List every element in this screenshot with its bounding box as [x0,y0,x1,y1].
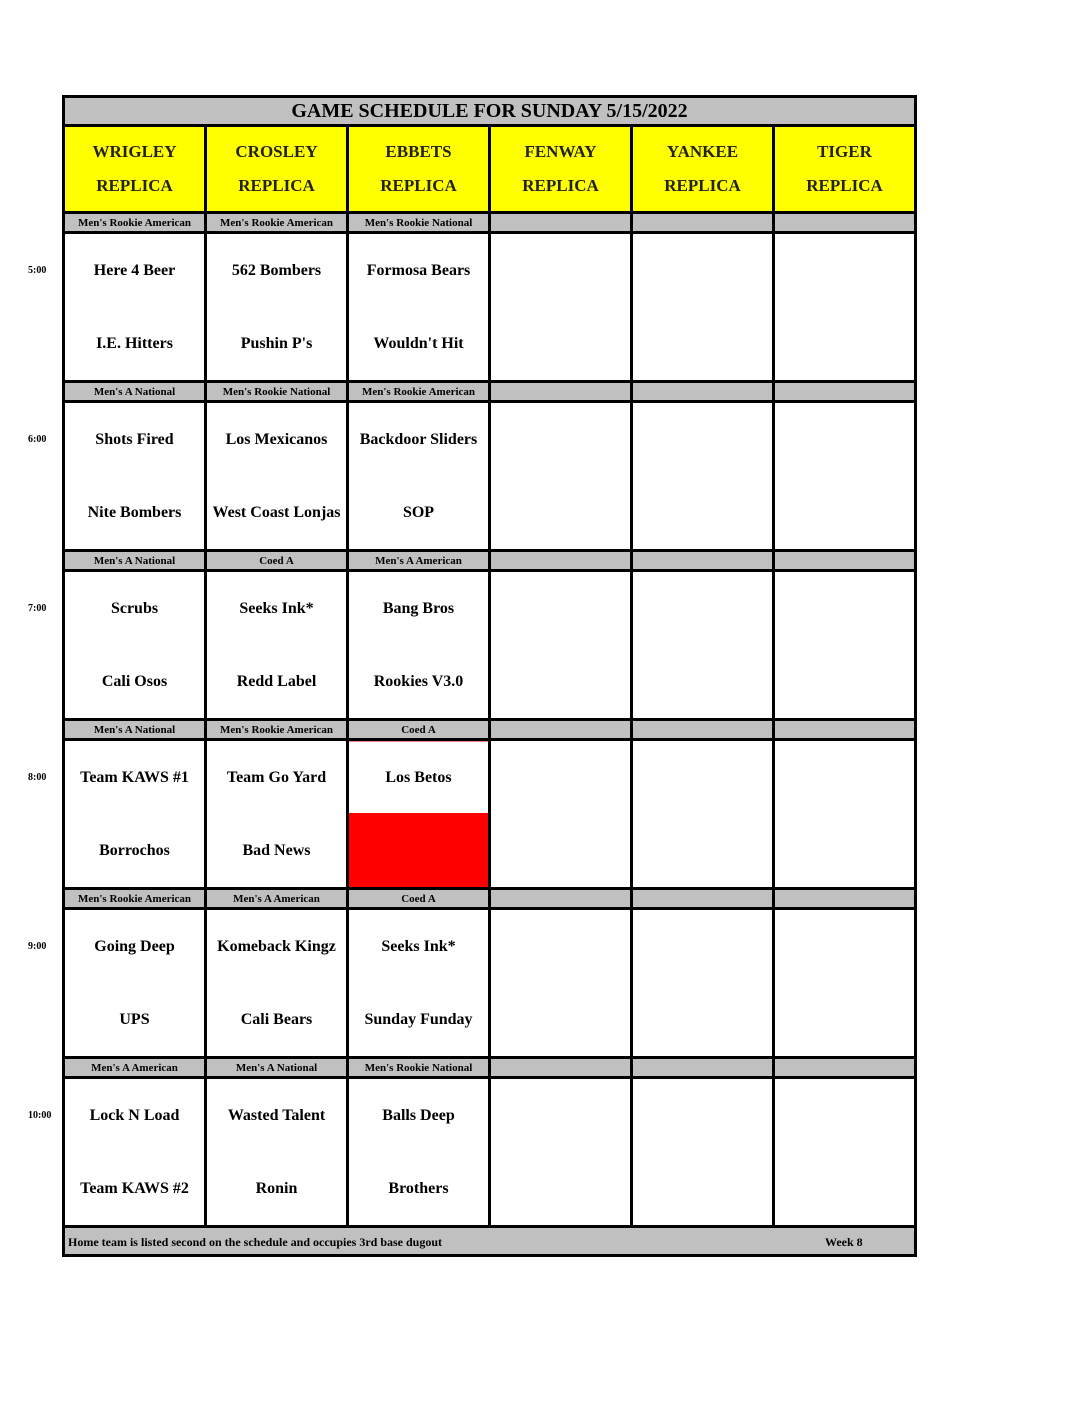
division-label: Men's A National [64,382,206,402]
game-cell [64,740,206,889]
division-label: Men's A National [64,551,206,571]
home-team [775,307,914,380]
field-header [64,126,206,213]
away-team: Team Go Yard [226,768,327,786]
game-row [64,402,916,551]
home-team: Wouldn't Hit [373,334,464,352]
away-team [775,1079,914,1152]
division-label: Men's Rookie National [206,382,348,402]
home-team: Nite Bombers [87,503,182,521]
field-header [774,126,916,213]
game-cell [64,1078,206,1227]
field-subtitle: REPLICA [380,176,457,195]
away-team [491,234,630,307]
game-row [64,233,916,382]
away-team: Team KAWS #1 [80,768,189,786]
game-row [64,740,916,889]
division-label [632,1058,774,1078]
field-name: YANKEE [666,142,739,161]
game-cell [490,571,632,720]
home-team: UPS [119,1010,150,1028]
division-label: Coed A [348,889,490,909]
division-label: Men's Rookie National [348,213,490,233]
time-label: 9:00 [28,940,47,952]
away-team [633,1079,772,1152]
game-cell [348,571,490,720]
division-label [632,720,774,740]
schedule-title: GAME SCHEDULE FOR SUNDAY 5/15/2022 [64,97,916,126]
division-label [774,1058,916,1078]
division-label: Men's Rookie American [348,382,490,402]
away-team [775,910,914,983]
game-cell [490,233,632,382]
division-label [774,551,916,571]
away-team: Seeks Ink* [381,937,456,955]
away-team [491,403,630,476]
field-subtitle: REPLICA [806,176,883,195]
division-label [774,720,916,740]
game-cell [490,909,632,1058]
week-label: Week 8 [825,1235,863,1249]
home-team: Sunday Funday [364,1010,473,1028]
schedule-table [62,95,917,1257]
division-label [490,1058,632,1078]
game-cell [206,233,348,382]
away-team [491,572,630,645]
division-label: Men's A National [64,720,206,740]
field-name: TIGER [817,142,872,161]
home-team [775,645,914,718]
division-label [774,213,916,233]
division-label [490,213,632,233]
game-cell [206,909,348,1058]
division-label [774,382,916,402]
game-cell [206,1078,348,1227]
home-team: Redd Label [236,672,317,690]
home-team [633,814,772,887]
game-cell [632,233,774,382]
home-team [633,645,772,718]
division-label [490,720,632,740]
division-row [64,1058,916,1078]
home-team: SOP [402,503,435,521]
away-team: Backdoor Sliders [359,430,478,448]
home-team [775,476,914,549]
away-team [633,572,772,645]
away-team: Wasted Talent [227,1106,326,1124]
away-team: Balls Deep [382,1106,455,1124]
away-team: Lock N Load [89,1106,180,1124]
away-team [633,741,772,814]
game-cell [632,740,774,889]
field-name: WRIGLEY [92,142,177,161]
away-team [633,234,772,307]
time-label: 10:00 [28,1109,52,1121]
division-label [490,889,632,909]
field-header [206,126,348,213]
away-team [775,403,914,476]
home-team: Rookies V3.0 [373,672,464,690]
home-team [775,983,914,1056]
home-team: Pushin P's [240,334,313,352]
division-label: Coed A [348,720,490,740]
division-label [774,889,916,909]
field-name: FENWAY [524,142,597,161]
away-team: Scrubs [110,599,159,617]
division-label: Men's Rookie American [206,213,348,233]
division-label [632,213,774,233]
game-cell [490,402,632,551]
field-header [632,126,774,213]
division-label [490,382,632,402]
time-label: 5:00 [28,264,47,276]
game-cell [64,571,206,720]
division-row [64,720,916,740]
field-name: EBBETS [385,142,452,161]
game-cell [774,1078,916,1227]
game-cell [348,233,490,382]
game-cell [348,740,490,889]
game-cell [64,402,206,551]
away-team [775,572,914,645]
home-team [491,814,630,887]
time-label: 7:00 [28,602,47,614]
field-subtitle: REPLICA [664,176,741,195]
game-cell [490,1078,632,1227]
away-team [775,234,914,307]
home-team [775,1152,914,1225]
home-team: Team KAWS #2 [80,1179,189,1197]
home-team [491,1152,630,1225]
game-cell [774,233,916,382]
game-cell [490,740,632,889]
division-label [632,551,774,571]
game-cell [64,233,206,382]
division-label: Men's Rookie American [64,213,206,233]
division-label [490,551,632,571]
home-team: Bad News [242,841,311,859]
away-team: Formosa Bears [366,261,471,279]
time-label: 8:00 [28,771,47,783]
away-team: Bang Bros [382,599,455,617]
game-cell [774,740,916,889]
away-team [775,741,914,814]
home-team: Cali Bears [240,1010,313,1028]
division-label: Men's Rookie National [348,1058,490,1078]
away-team [491,741,630,814]
game-cell [348,1078,490,1227]
home-team [775,814,914,887]
division-label [632,382,774,402]
game-cell [348,909,490,1058]
home-team: Brothers [388,1179,449,1197]
field-header [490,126,632,213]
away-team: Los Mexicanos [225,430,328,448]
game-row [64,909,916,1058]
game-cell [64,909,206,1058]
time-label: 6:00 [28,433,47,445]
game-cell [632,1078,774,1227]
footer-bar [64,1227,916,1256]
home-team [491,307,630,380]
division-label: Coed A [206,551,348,571]
home-team [349,814,488,887]
division-row [64,551,916,571]
home-team: West Coast Lonjas [212,503,341,521]
home-team: I.E. Hitters [96,334,173,352]
division-label: Men's Rookie American [64,889,206,909]
game-cell [774,402,916,551]
away-team: Seeks Ink* [239,599,314,617]
footer-note: Home team is listed second on the schedule and occupies 3rd base dugout [68,1235,443,1249]
away-team [491,910,630,983]
away-team [491,1079,630,1152]
home-team [633,307,772,380]
home-team [633,476,772,549]
game-cell [348,402,490,551]
game-cell [632,909,774,1058]
game-cell [774,571,916,720]
away-team [633,403,772,476]
away-team: Here 4 Beer [93,261,176,279]
game-cell [206,402,348,551]
game-cell [632,571,774,720]
game-cell [774,909,916,1058]
home-team [491,983,630,1056]
away-team: Going Deep [94,937,175,955]
division-label: Men's Rookie American [206,720,348,740]
division-label: Men's A American [64,1058,206,1078]
home-team [633,1152,772,1225]
home-team [491,476,630,549]
division-label: Men's A American [348,551,490,571]
field-name: CROSLEY [235,142,318,161]
home-team: Ronin [255,1179,298,1197]
away-team: Shots Fired [95,430,174,448]
game-cell [206,740,348,889]
division-label [632,889,774,909]
division-row [64,213,916,233]
game-cell [206,571,348,720]
away-team: Komeback Kingz [217,937,336,955]
home-team: Cali Osos [101,672,168,690]
division-label: Men's A National [206,1058,348,1078]
field-header [348,126,490,213]
home-team: Borrochos [99,841,170,859]
field-subtitle: REPLICA [96,176,173,195]
away-team [633,910,772,983]
field-subtitle: REPLICA [238,176,315,195]
division-row [64,382,916,402]
home-team [633,983,772,1056]
division-row [64,889,916,909]
game-row [64,1078,916,1227]
game-row [64,571,916,720]
away-team: 562 Bombers [231,261,322,279]
home-team [491,645,630,718]
field-subtitle: REPLICA [522,176,599,195]
division-label: Men's A American [206,889,348,909]
game-cell [632,402,774,551]
away-team: Los Betos [385,768,452,786]
